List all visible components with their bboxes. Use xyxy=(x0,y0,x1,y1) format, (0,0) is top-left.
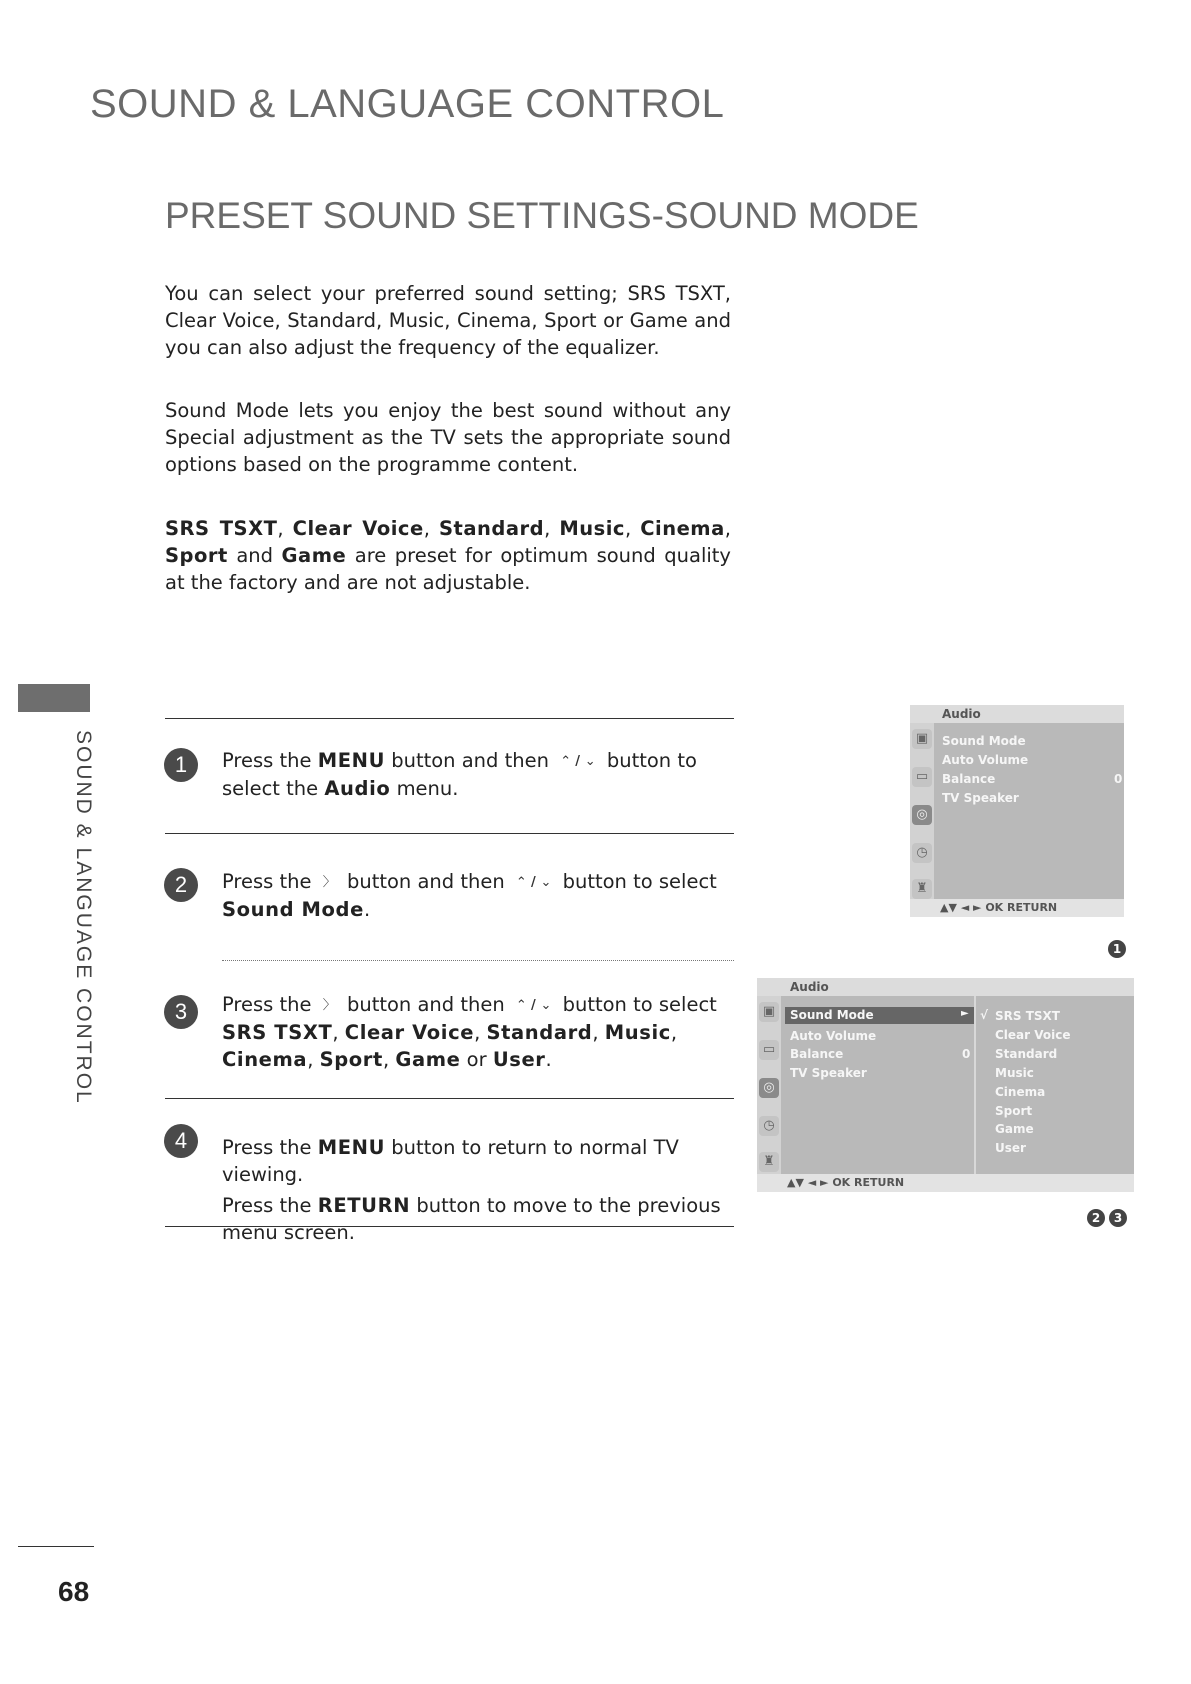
osd-icon-column xyxy=(910,723,934,899)
sound-mode-key: Sound Mode xyxy=(222,898,364,921)
step-2-number: 2 xyxy=(164,868,198,902)
dotted-divider xyxy=(222,960,734,961)
osd-item-sound-mode[interactable]: Sound Mode xyxy=(942,734,1026,748)
sidebar-tab xyxy=(18,684,90,712)
mode-srs: SRS TSXT xyxy=(165,517,278,540)
mode-standard: Standard xyxy=(438,517,545,540)
picture-icon: ▣ xyxy=(912,729,932,749)
option-icon: ♜ xyxy=(759,1152,779,1172)
right-arrow-icon: 〉 xyxy=(322,875,336,890)
screen-2-badge: 2 xyxy=(1087,1209,1105,1227)
intro-paragraph-1: You can select your preferred sound setting; SRS TSXT, Clear Voice, Standard, Music, Cinema, Sport or Game and you can also adjust the frequency of the equalizer. xyxy=(165,282,731,359)
osd-icon-column xyxy=(757,996,781,1174)
audio-key: Audio xyxy=(324,777,391,800)
osd-footer: ▲▼ ◄ ► OK RETURN xyxy=(757,1174,1134,1192)
submenu-arrow-icon: ► xyxy=(961,1008,969,1019)
step-3-text: Press the 〉 button and then ⌃ / ⌄ button to select SRS TSXT, Clear Voice, Standard, Music, Cinema, Sport, Game or User. xyxy=(222,993,717,1071)
page-title: PRESET SOUND SETTINGS-SOUND MODE xyxy=(165,195,919,236)
up-down-icon: ⌃ / ⌄ xyxy=(515,875,552,890)
option-standard[interactable]: Standard xyxy=(995,1047,1058,1061)
screen-3-badge: 3 xyxy=(1109,1209,1127,1227)
mode-cinema: Cinema xyxy=(640,517,725,540)
option-game[interactable]: Game xyxy=(995,1122,1034,1136)
mode-clear-voice: Clear Voice xyxy=(292,517,424,540)
menu-key: MENU xyxy=(317,1136,386,1159)
step-4-number: 4 xyxy=(164,1124,198,1158)
picture-icon: ▣ xyxy=(759,1002,779,1022)
step-1-number: 1 xyxy=(164,748,198,782)
intro-paragraph-3: SRS TSXT, Clear Voice, Standard, Music, Cinema, Sport and Game are preset for optimum sound quality at the factory and are not adjustable. xyxy=(165,517,731,594)
footer-rule xyxy=(18,1546,94,1547)
step-1-text: Press the MENU button and then ⌃ / ⌄ button to select the Audio menu. xyxy=(222,749,697,800)
divider xyxy=(165,1098,734,1099)
mode-game: Game xyxy=(281,544,347,567)
time-icon: ◷ xyxy=(759,1116,779,1136)
right-arrow-icon: 〉 xyxy=(322,998,336,1013)
check-icon: √ xyxy=(980,1008,989,1022)
osd-balance-value: 0 xyxy=(1114,772,1123,786)
option-clear-voice[interactable]: Clear Voice xyxy=(995,1028,1071,1042)
osd-item-balance[interactable]: Balance xyxy=(942,772,996,786)
time-icon: ◷ xyxy=(912,843,932,863)
osd-audio-menu-1 xyxy=(910,705,1124,917)
option-sport[interactable]: Sport xyxy=(995,1104,1033,1118)
option-user[interactable]: User xyxy=(995,1141,1026,1155)
sidebar-vertical-label: SOUND & LANGUAGE CONTROL xyxy=(72,730,95,1105)
intro-paragraph-2: Sound Mode lets you enjoy the best sound without any Special adjustment as the TV sets the appropriate sound options based on the programme content. xyxy=(165,399,731,476)
up-down-icon: ⌃ / ⌄ xyxy=(560,754,596,769)
mode-sport: Sport xyxy=(165,544,228,567)
up-down-icon: ⌃ / ⌄ xyxy=(515,998,552,1013)
osd-item-auto-volume[interactable]: Auto Volume xyxy=(942,753,1029,767)
mode-music: Music xyxy=(559,517,625,540)
option-music[interactable]: Music xyxy=(995,1066,1034,1080)
osd-footer: ▲▼ ◄ ► OK RETURN xyxy=(910,899,1124,917)
audio-icon: ◎ xyxy=(759,1078,779,1098)
osd-audio-menu-2 xyxy=(757,978,1134,1192)
osd-item-tv-speaker[interactable]: TV Speaker xyxy=(790,1066,867,1080)
screen-icon: ▭ xyxy=(759,1040,779,1060)
divider xyxy=(165,718,734,719)
osd-title: Audio xyxy=(910,705,1124,723)
step-3-number: 3 xyxy=(164,995,198,1029)
screen-1-badge: 1 xyxy=(1108,940,1126,958)
divider xyxy=(165,833,734,834)
osd-item-balance[interactable]: Balance xyxy=(790,1047,844,1061)
page-number: 68 xyxy=(58,1576,90,1607)
menu-key: MENU xyxy=(317,749,386,772)
osd-title: Audio xyxy=(757,978,1134,996)
section-title: SOUND & LANGUAGE CONTROL xyxy=(90,82,725,126)
option-icon: ♜ xyxy=(912,879,932,899)
audio-icon: ◎ xyxy=(912,805,932,825)
option-cinema[interactable]: Cinema xyxy=(995,1085,1046,1099)
step-4-text: Press the MENU button to return to normal TV viewing. Press the RETURN button to move to the previous menu screen. xyxy=(222,1136,721,1244)
step-2-text: Press the 〉 button and then ⌃ / ⌄ button to select Sound Mode. xyxy=(222,870,717,921)
osd-column-divider xyxy=(974,996,976,1174)
option-srs-tsxt[interactable]: SRS TSXT xyxy=(995,1009,1060,1023)
return-key: RETURN xyxy=(317,1194,411,1217)
and-word: and xyxy=(236,544,274,567)
osd-balance-value: 0 xyxy=(962,1047,971,1061)
osd-item-auto-volume[interactable]: Auto Volume xyxy=(790,1029,877,1043)
osd-item-tv-speaker[interactable]: TV Speaker xyxy=(942,791,1019,805)
osd-item-sound-mode[interactable]: Sound Mode xyxy=(790,1008,874,1022)
screen-icon: ▭ xyxy=(912,767,932,787)
preset-note: are preset for optimum sound quality at the factory and are not adjustable. xyxy=(165,544,731,594)
